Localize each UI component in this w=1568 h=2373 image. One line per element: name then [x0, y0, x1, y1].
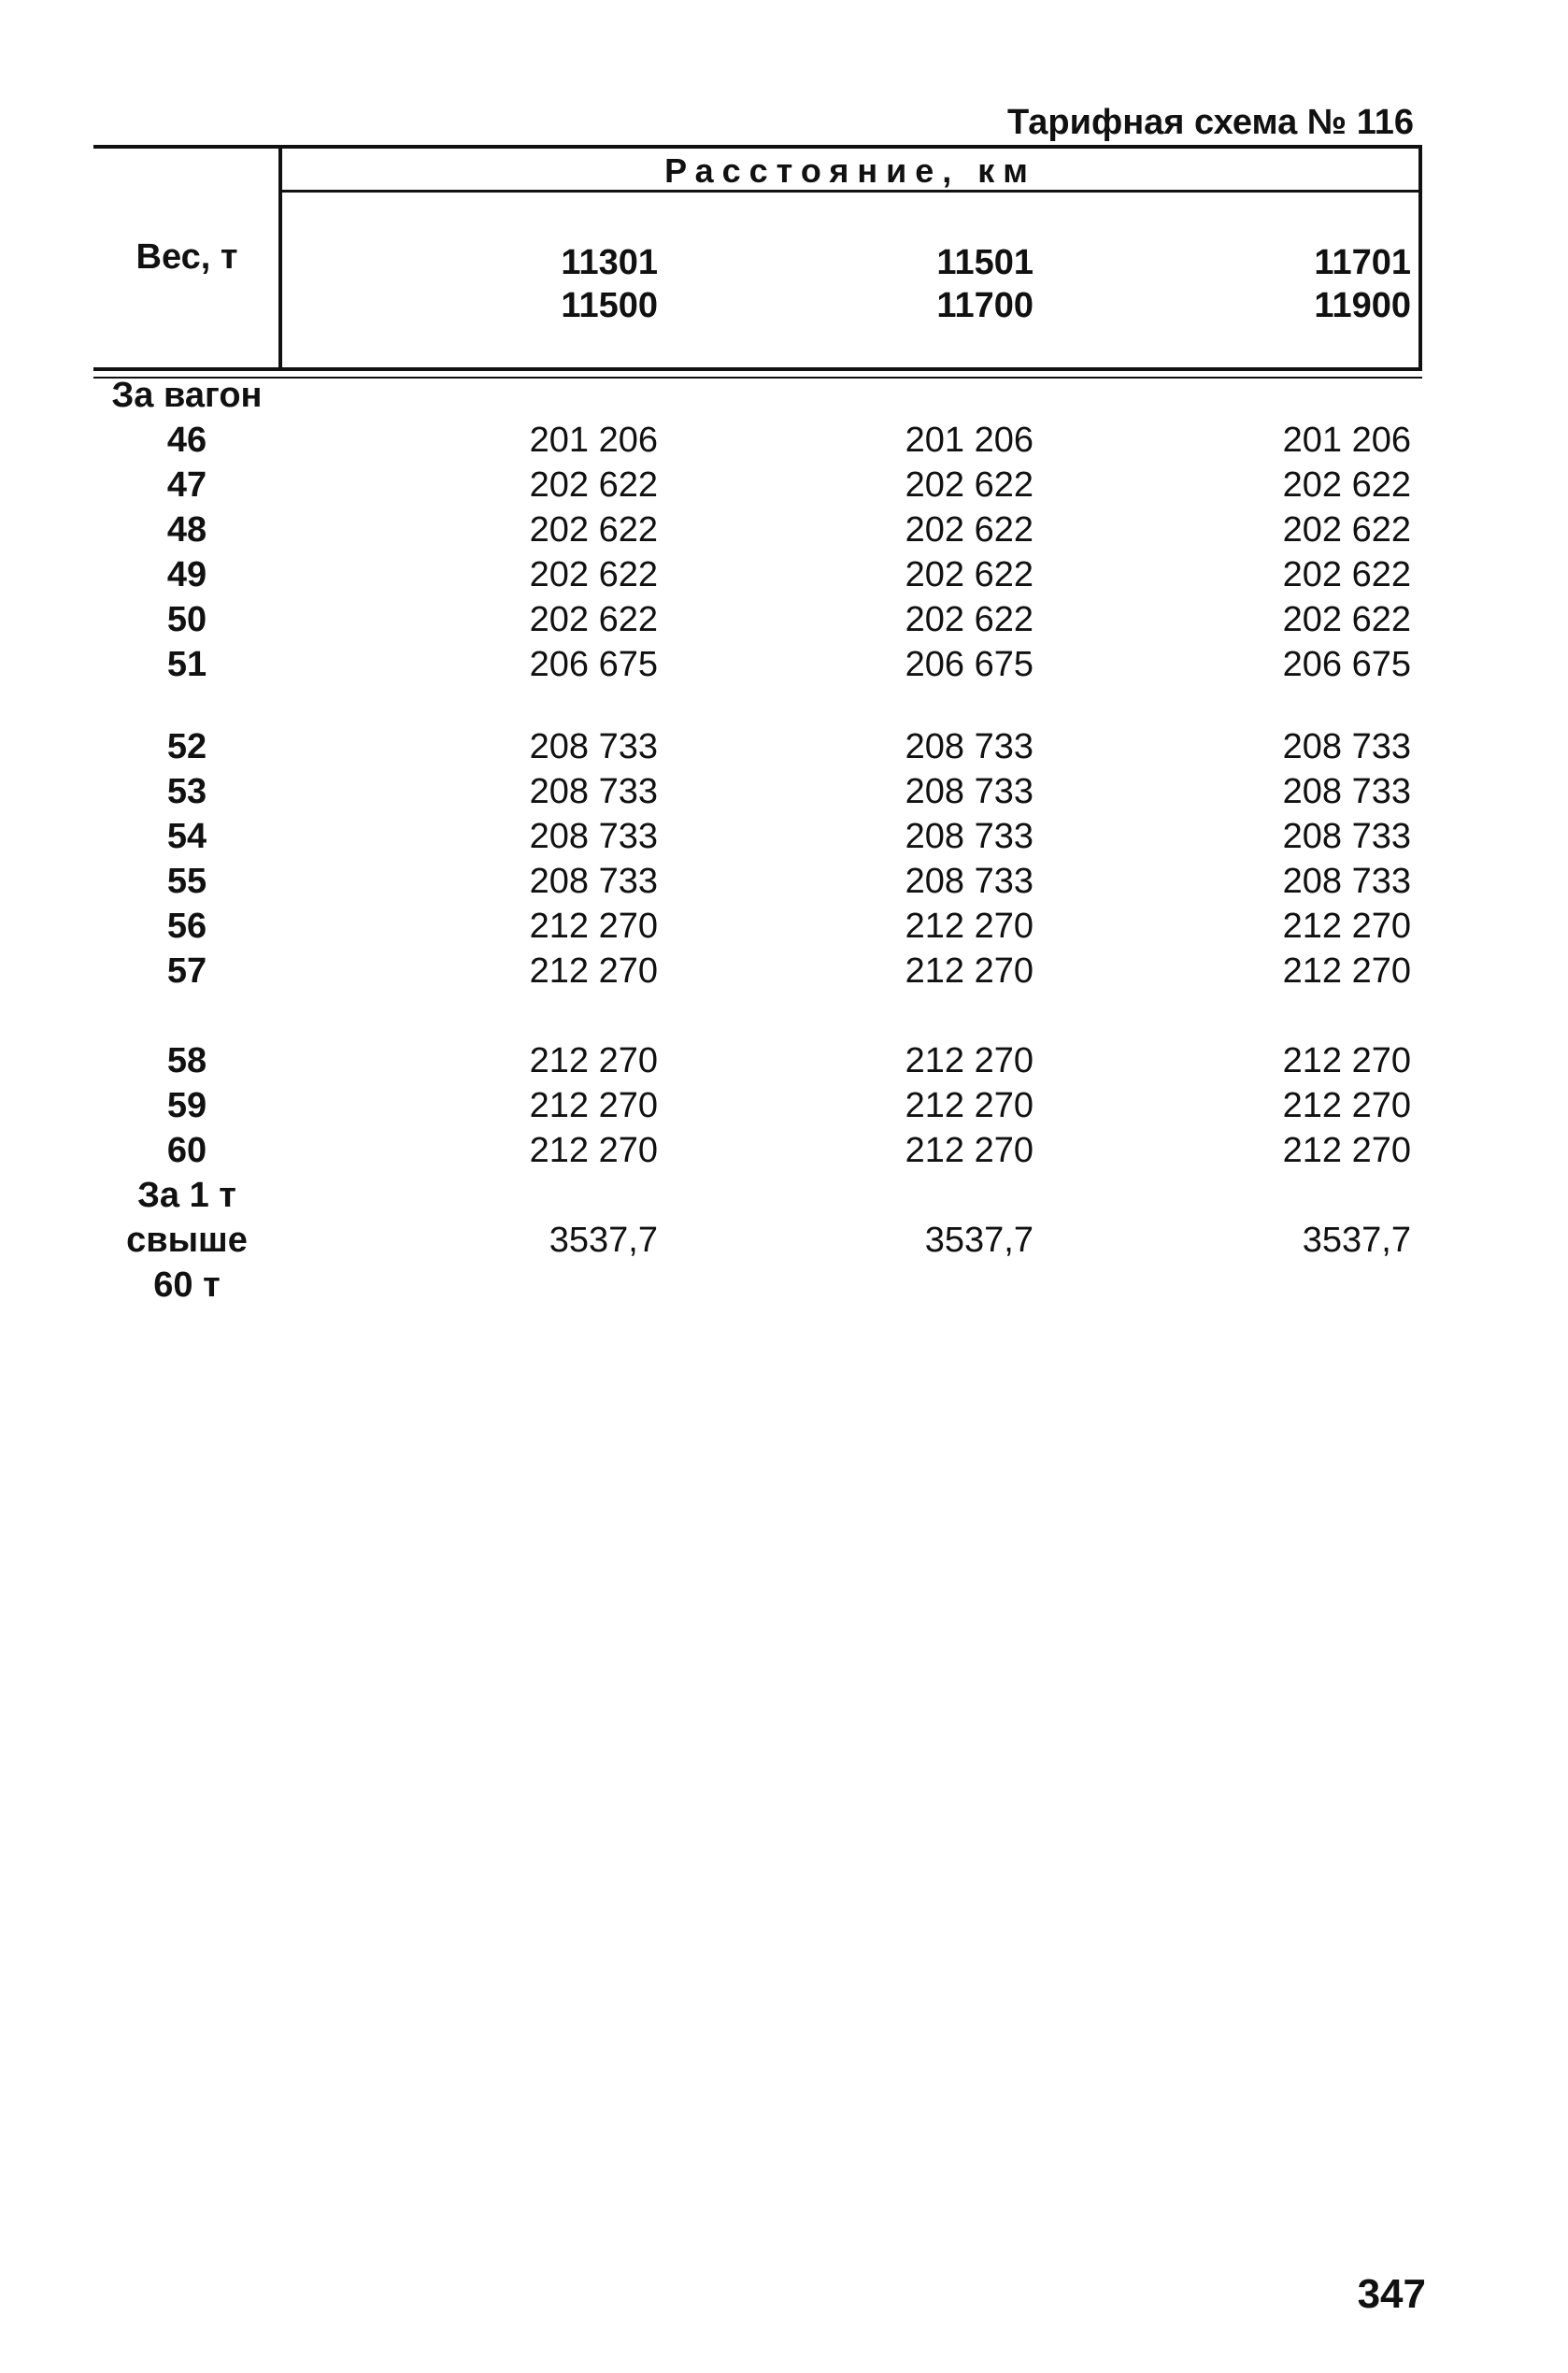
- row-weight: 56: [166, 907, 207, 946]
- row-value: 212 270: [529, 907, 658, 946]
- row-weight: 60: [166, 1131, 207, 1170]
- per-ton-label-line: свыше: [126, 1221, 248, 1260]
- row-value: 202 622: [1282, 600, 1411, 639]
- row-value: 202 622: [1282, 555, 1411, 594]
- row-weight: 53: [166, 772, 207, 811]
- row-value: 202 622: [529, 465, 658, 505]
- section-label: За вагон: [111, 376, 263, 415]
- row-value: 206 675: [1282, 645, 1411, 684]
- column-1-to: 11500: [561, 286, 658, 325]
- column-1-from: 11301: [561, 243, 658, 282]
- row-value: 202 622: [905, 510, 1033, 550]
- row-value: 201 206: [529, 421, 658, 460]
- per-ton-label-line: За 1 т: [137, 1176, 236, 1215]
- distance-header: Расстояние, км: [664, 151, 1036, 190]
- scheme-title: Тарифная схема № 116: [1006, 103, 1414, 142]
- column-2-to: 11700: [936, 286, 1033, 325]
- weight-header: Вес, т: [135, 237, 238, 277]
- row-value: 201 206: [1282, 421, 1411, 460]
- row-weight: 50: [166, 600, 207, 639]
- row-value: 212 270: [1282, 951, 1411, 991]
- row-value: 208 733: [1282, 862, 1411, 901]
- row-weight: 59: [166, 1086, 207, 1125]
- row-value: 202 622: [529, 600, 658, 639]
- row-value: 212 270: [1282, 1131, 1411, 1170]
- column-3-from: 11701: [1314, 243, 1411, 282]
- row-value: 212 270: [905, 1086, 1033, 1125]
- row-value: 212 270: [905, 907, 1033, 946]
- row-value: 208 733: [1282, 727, 1411, 766]
- row-value: 212 270: [529, 1086, 658, 1125]
- page-number: 347: [1357, 2271, 1426, 2317]
- column-3-to: 11900: [1314, 286, 1411, 325]
- row-weight: 52: [166, 727, 207, 766]
- per-ton-value: 3537,7: [549, 1221, 658, 1260]
- row-value: 208 733: [529, 862, 658, 901]
- row-weight: 55: [166, 862, 207, 901]
- row-value: 202 622: [905, 465, 1033, 505]
- row-value: 208 733: [1282, 817, 1411, 856]
- row-value: 206 675: [529, 645, 658, 684]
- row-weight: 49: [166, 555, 207, 594]
- header-bottom-rule-thin: [93, 377, 1422, 379]
- row-weight: 51: [166, 645, 207, 684]
- row-value: 208 733: [1282, 772, 1411, 811]
- row-value: 212 270: [1282, 1086, 1411, 1125]
- column-2-from: 11501: [936, 243, 1033, 282]
- row-value: 206 675: [905, 645, 1033, 684]
- per-ton-label-line: 60 т: [153, 1265, 221, 1305]
- row-value: 208 733: [905, 727, 1033, 766]
- row-value: 208 733: [905, 862, 1033, 901]
- row-weight: 54: [166, 817, 207, 856]
- row-weight: 47: [166, 465, 207, 505]
- per-ton-value: 3537,7: [924, 1221, 1033, 1260]
- row-value: 212 270: [905, 1131, 1033, 1170]
- header-bottom-rule: [93, 367, 1422, 371]
- row-value: 202 622: [905, 600, 1033, 639]
- header-top-rule: [93, 145, 1422, 149]
- row-value: 202 622: [1282, 510, 1411, 550]
- row-value: 212 270: [1282, 907, 1411, 946]
- row-value: 208 733: [905, 772, 1033, 811]
- row-value: 208 733: [905, 817, 1033, 856]
- row-value: 212 270: [905, 1041, 1033, 1080]
- row-value: 212 270: [905, 951, 1033, 991]
- row-weight: 48: [166, 510, 207, 550]
- row-value: 202 622: [529, 555, 658, 594]
- row-value: 212 270: [1282, 1041, 1411, 1080]
- row-weight: 57: [166, 951, 207, 991]
- row-value: 212 270: [529, 1041, 658, 1080]
- row-value: 208 733: [529, 772, 658, 811]
- row-value: 208 733: [529, 817, 658, 856]
- row-value: 202 622: [1282, 465, 1411, 505]
- row-value: 201 206: [905, 421, 1033, 460]
- per-ton-value: 3537,7: [1302, 1221, 1411, 1260]
- row-value: 202 622: [905, 555, 1033, 594]
- row-value: 208 733: [529, 727, 658, 766]
- row-weight: 58: [166, 1041, 207, 1080]
- row-value: 212 270: [529, 951, 658, 991]
- row-value: 202 622: [529, 510, 658, 550]
- row-weight: 46: [166, 421, 207, 460]
- row-value: 212 270: [529, 1131, 658, 1170]
